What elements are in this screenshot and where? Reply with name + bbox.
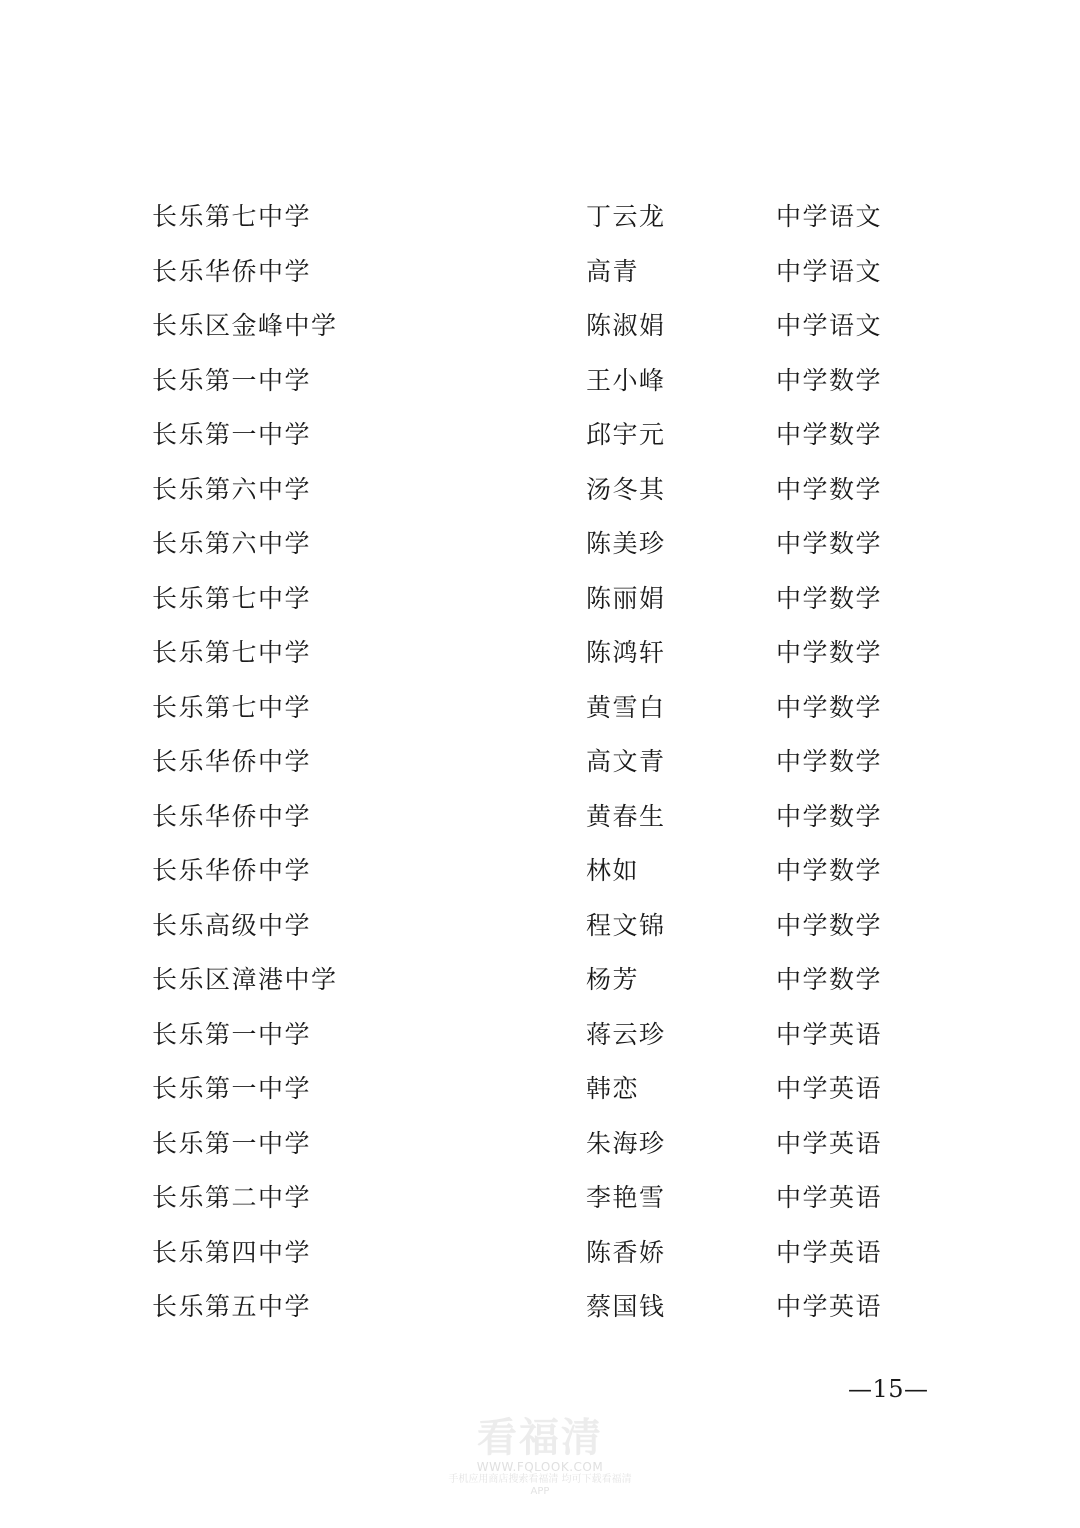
roster-row (0, 408, 1080, 463)
school-cell: 长乐区漳港中学 (152, 965, 338, 994)
subject-cell: 中学英语 (776, 1292, 883, 1321)
name-cell: 高青 (586, 256, 640, 286)
subject-cell: 中学数学 (776, 583, 883, 613)
school-cell: 长乐华侨中学 (152, 747, 312, 776)
roster-row (0, 681, 1080, 736)
subject-cell: 中学数学 (776, 856, 883, 885)
watermark-tagline: 手机应用商店搜索看福清 均可下载看福清APP (448, 1474, 632, 1497)
subject-cell: 中学英语 (776, 1237, 883, 1267)
roster-row (0, 1117, 1080, 1172)
school-cell: 长乐第六中学 (152, 474, 312, 504)
school-cell: 长乐第四中学 (152, 1237, 312, 1267)
name-cell: 陈香娇 (586, 1237, 666, 1267)
school-cell: 长乐第一中学 (152, 420, 312, 449)
school-cell: 长乐第一中学 (152, 1074, 312, 1103)
roster-row (0, 190, 1080, 245)
name-cell: 李艳雪 (586, 1183, 666, 1212)
subject-cell: 中学数学 (776, 692, 883, 722)
roster-row (0, 1226, 1080, 1281)
school-cell: 长乐华侨中学 (152, 801, 312, 831)
name-cell: 程文锦 (586, 910, 666, 940)
subject-cell: 中学英语 (776, 1183, 883, 1212)
subject-cell: 中学数学 (776, 529, 883, 558)
watermark-url: WWW.FQLOOK.COM (476, 1460, 604, 1474)
name-cell: 蒋云珍 (586, 1019, 666, 1049)
roster-row (0, 953, 1080, 1008)
name-cell: 杨芳 (586, 965, 640, 994)
roster-row (0, 790, 1080, 845)
name-cell: 陈淑娟 (586, 311, 666, 340)
roster-row (0, 354, 1080, 409)
roster-row (0, 572, 1080, 627)
school-cell: 长乐高级中学 (152, 910, 312, 940)
roster-row (0, 1171, 1080, 1226)
school-cell: 长乐第七中学 (152, 638, 312, 667)
watermark-logo: 看福清 (477, 1415, 603, 1461)
roster-row (0, 517, 1080, 572)
roster-row (0, 1062, 1080, 1117)
subject-cell: 中学数学 (776, 638, 883, 667)
subject-cell: 中学语文 (776, 202, 883, 231)
name-cell: 陈丽娟 (586, 583, 666, 613)
subject-cell: 中学数学 (776, 747, 883, 776)
name-cell: 韩恋 (586, 1074, 640, 1103)
name-cell: 黄雪白 (586, 692, 666, 722)
school-cell: 长乐区金峰中学 (152, 311, 338, 340)
roster-row (0, 844, 1080, 899)
subject-cell: 中学英语 (776, 1074, 883, 1103)
name-cell: 朱海珍 (586, 1128, 666, 1158)
subject-cell: 中学语文 (776, 256, 883, 286)
roster-row (0, 1008, 1080, 1063)
name-cell: 陈鸿轩 (586, 638, 666, 667)
subject-cell: 中学数学 (776, 420, 883, 449)
subject-cell: 中学英语 (776, 1019, 883, 1049)
name-cell: 黄春生 (586, 801, 666, 831)
roster-row (0, 735, 1080, 790)
subject-cell: 中学数学 (776, 474, 883, 504)
school-cell: 长乐第七中学 (152, 692, 312, 722)
roster-row (0, 899, 1080, 954)
name-cell: 蔡国钱 (586, 1292, 666, 1321)
name-cell: 汤冬其 (586, 474, 666, 504)
name-cell: 陈美珍 (586, 529, 666, 558)
name-cell: 丁云龙 (586, 202, 666, 231)
school-cell: 长乐第七中学 (152, 202, 312, 231)
subject-cell: 中学英语 (776, 1128, 883, 1158)
school-cell: 长乐华侨中学 (152, 856, 312, 885)
school-cell: 长乐第二中学 (152, 1183, 312, 1212)
school-cell: 长乐华侨中学 (152, 256, 312, 286)
watermark (440, 1416, 640, 1498)
roster-row (0, 626, 1080, 681)
school-cell: 长乐第六中学 (152, 529, 312, 558)
school-cell: 长乐第一中学 (152, 1128, 312, 1158)
school-cell: 长乐第一中学 (152, 365, 312, 395)
roster-row (0, 299, 1080, 354)
school-cell: 长乐第一中学 (152, 1019, 312, 1049)
subject-cell: 中学数学 (776, 965, 883, 994)
roster-row (0, 1280, 1080, 1335)
name-cell: 林如 (586, 856, 640, 885)
subject-cell: 中学数学 (776, 801, 883, 831)
roster-row (0, 463, 1080, 518)
roster-row (0, 245, 1080, 300)
page-number: —15— (848, 1375, 929, 1403)
subject-cell: 中学数学 (776, 910, 883, 940)
school-cell: 长乐第七中学 (152, 583, 312, 613)
name-cell: 邱宇元 (586, 420, 666, 449)
subject-cell: 中学数学 (776, 365, 883, 395)
name-cell: 王小峰 (586, 365, 666, 395)
school-cell: 长乐第五中学 (152, 1292, 312, 1321)
name-cell: 高文青 (586, 747, 666, 776)
teacher-roster-list (0, 190, 1080, 1335)
subject-cell: 中学语文 (776, 311, 883, 340)
